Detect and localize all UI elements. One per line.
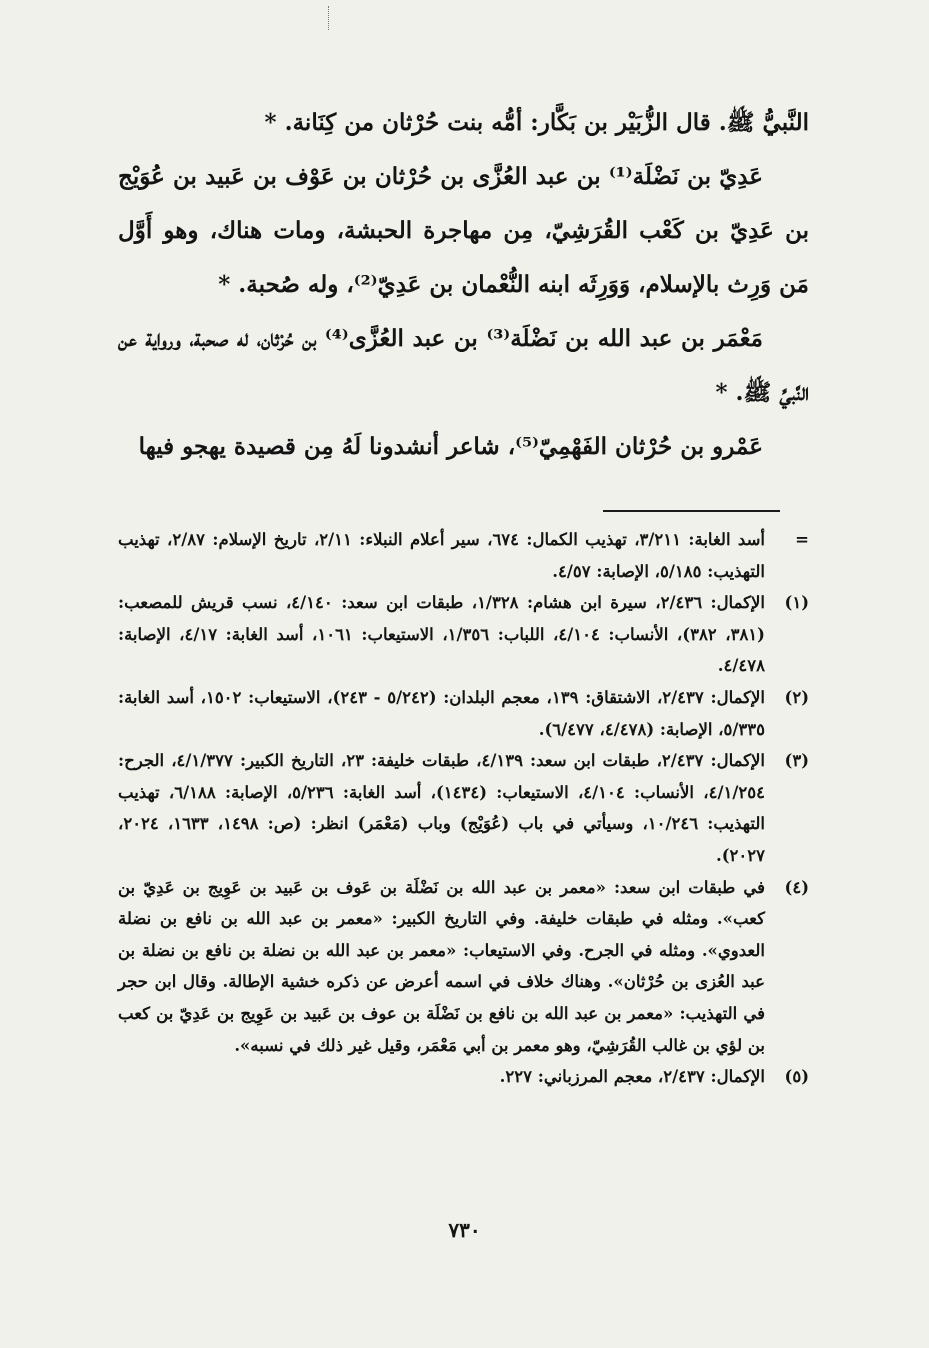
footnote	[118, 524, 809, 587]
footnote-text: الإكمال: ٢/٤٣٧، طبقات ابن سعد: ٤/١٣٩، طبقات خليفة: ٢٣، التاريخ الكبير: ٤/١/٣٧٧، الجرح: ٤/١/٢٥٤، الأنساب: ٤/١٠٤، الاستيعاب: (١٤٣٤)، أسد الغابة: ٥/٢٣٦، الإصابة: ٦/١٨٨، تهذيب التهذيب: ١٠/٢٤٦، وسيأتي في باب (عُوَيْج) وباب (مَعْمَر) انظر: (ص: ١٤٩٨، ١٦٣٣، ٢٠٢٤، ٢٠٢٧).	[118, 751, 765, 865]
footnote	[118, 872, 809, 1062]
footnote-mark: =	[795, 530, 809, 549]
footnote	[118, 1061, 809, 1093]
page-crease	[328, 6, 331, 30]
paragraph: النَّبيُّ ﷺ. قال الزُّبَيْر بن بَكَّار: أمُّه بنت حُرْثان من كِنَانة. *	[264, 109, 809, 136]
page-number: ٧٣٠	[448, 1218, 481, 1242]
footnote-mark: (١)	[784, 593, 809, 613]
paragraph: عَدِيّ بن نَضْلَة⁽¹⁾ بن عبد العُزَّى بن حُرْثان بن عَوْف بن عَبيد بن عُوَيْج بن عَدِيّ بن كَعْب القُرَشِيّ، مِن مهاجرة الحبشة، ومات هناك، وهو أَوَّل مَن وَرِث بالإسلام، وَوَرِثَه ابنه النُّعْمان بن عَدِيّ⁽²⁾، وله صُحبة. *	[118, 163, 809, 298]
footnote-mark: (٥)	[784, 1067, 809, 1087]
footnote-separator	[603, 510, 780, 512]
footnote-text: الإكمال: ٢/٤٣٧، معجم المرزباني: ٢٢٧.	[499, 1067, 765, 1087]
footnotes	[118, 524, 809, 1093]
footnote-mark: (٣)	[784, 751, 809, 771]
footnote	[118, 745, 809, 871]
footnote-text: الإكمال: ٢/٤٣٧، الاشتقاق: ١٣٩، معجم البلدان: (٥/٢٤٢ - ٢٤٣)، الاستيعاب: ١٥٠٢، أسد الغابة: ٥/٣٣٥، الإصابة: (٤/٤٧٨، ٦/٤٧٧).	[118, 687, 765, 739]
main-text	[118, 96, 809, 474]
paragraph: مَعْمَر بن عبد الله بن نَضْلَة⁽³⁾ بن عبد العُزَّى⁽⁴⁾ بن حُرْثان، له صحبة، ورواية عن النَّبيِّ ﷺ. *	[118, 325, 809, 406]
footnote-mark: (٢)	[784, 687, 809, 707]
footnote	[118, 587, 809, 682]
footnote-text: الإكمال: ٢/٤٣٦، سيرة ابن هشام: ١/٣٢٨، طبقات ابن سعد: ٤/١٤٠، نسب قريش للمصعب: (٣٨١، ٣٨٢)، الأنساب: ٤/١٠٤، اللباب: ١/٣٥٦، الاستيعاب: ١٠٦١، أسد الغابة: ٤/١٧، الإصابة: ٤/٤٧٨.	[118, 593, 765, 676]
footnote-text: في طبقات ابن سعد: «معمر بن عبد الله بن نَضْلَة بن عَوف بن عَبيد بن عَوِيج بن عَدِيّ بن كعب». ومثله في طبقات خليفة. وفي التاريخ الكبير: «معمر بن عبد الله بن نافع بن نضلة العدوي». ومثله في الجرح. وفي الاستيعاب: «معمر بن عبد الله بن نضلة بن نافع بن نضلة بن عبد العُزى بن حُرْثان». وهناك خلاف في اسمه أعرض عن ذكره خشية الإطالة. وقال ابن حجر في التهذيب: «معمر بن عبد الله بن نافع بن نَضْلَة بن عوف بن عَبيد بن عَوِيج بن عَدِيّ بن كعب بن لؤي بن غالب القُرَشِيّ، وهو معمر بن أبي مَعْمَر، وقيل غير ذلك في نسبه».	[118, 877, 765, 1055]
footnote-mark: (٤)	[784, 877, 809, 897]
paragraph: عَمْرو بن حُرْثان الفَهْمِيّ⁽⁵⁾، شاعر أنشدونا لَهُ مِن قصيدة يهجو فيها	[138, 433, 763, 460]
footnote-text: أسد الغابة: ٣/٢١١، تهذيب الكمال: ٦٧٤، سير أعلام النبلاء: ٢/١١، تاريخ الإسلام: ٢/٨٧، تهذيب التهذيب: ٥/١٨٥، الإصابة: ٤/٥٧.	[118, 530, 765, 581]
footnote	[118, 682, 809, 745]
